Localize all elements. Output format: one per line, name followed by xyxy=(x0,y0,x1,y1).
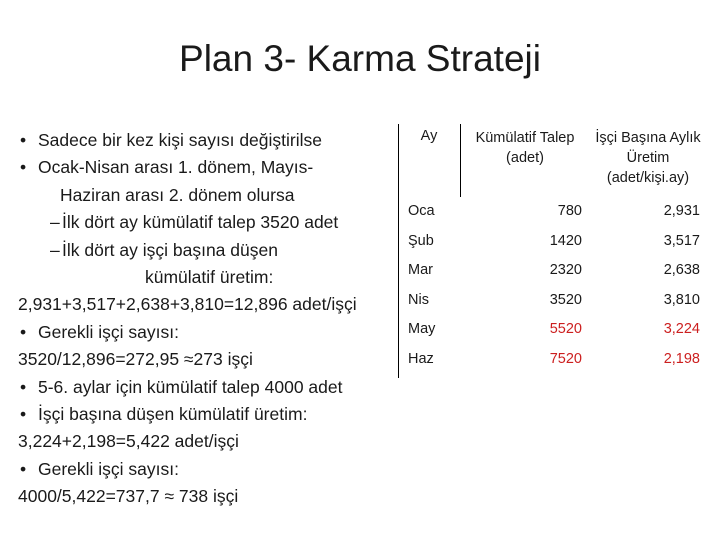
bullet-icon: • xyxy=(20,321,27,342)
dash-icon: – xyxy=(50,212,60,233)
cell-cumulative-demand: 7520 xyxy=(549,350,582,367)
bullet-line xyxy=(18,374,388,401)
cell-month: May xyxy=(408,321,436,337)
sub-bullet-line xyxy=(18,209,388,236)
slide-title: Plan 3- Karma Strateji xyxy=(179,38,541,79)
bullet-line xyxy=(18,154,388,181)
cell-month: Şub xyxy=(408,232,434,249)
table-row xyxy=(398,345,706,375)
bullet-line xyxy=(18,401,388,428)
bullet-text: Gerekli işçi sayısı: xyxy=(38,458,179,479)
header-production-per-worker: İşçi Başına Aylık Üretim (adet/kişi.ay) xyxy=(595,130,701,186)
bullet-icon: • xyxy=(20,404,27,425)
bullet-text: 5-6. aylar için kümülatif talep 4000 adet xyxy=(38,376,343,397)
table-row xyxy=(398,227,706,257)
cell-month: Nis xyxy=(408,291,429,308)
header-month: Ay xyxy=(420,128,438,144)
cell-month: Haz xyxy=(408,350,434,367)
bullet-line xyxy=(18,456,388,483)
bullet-text: Sadece bir kez kişi sayısı değiştirilse xyxy=(38,130,322,150)
table-row xyxy=(398,197,706,227)
cell-production: 2,198 xyxy=(663,350,700,367)
cell-month: Mar xyxy=(408,262,433,278)
cell-month: Oca xyxy=(408,203,435,219)
sub-bullet-continuation: kümülatif üretim: xyxy=(145,267,274,288)
table-row xyxy=(398,256,706,286)
sub-bullet-text: İlk dört ay işçi başına düşen xyxy=(62,239,278,260)
sub-bullet-text: İlk dört ay kümülatif talep 3520 adet xyxy=(62,212,339,233)
bullet-text: İşçi başına düşen kümülatif üretim: xyxy=(38,404,308,425)
header-cumulative-demand: Kümülatif Talep (adet) xyxy=(475,130,575,166)
cell-cumulative-demand: 3520 xyxy=(549,291,582,308)
formula-line: 4000/5,422=737,7 ≈ 738 işçi xyxy=(18,486,239,507)
bullet-icon: • xyxy=(20,458,27,479)
demand-table xyxy=(398,124,706,374)
bullet-icon: • xyxy=(20,376,27,397)
formula-line: 2,931+3,517+2,638+3,810=12,896 adet/işçi xyxy=(18,294,357,315)
table-row xyxy=(398,315,706,345)
bullet-line xyxy=(18,319,388,346)
table-row xyxy=(398,286,706,316)
cell-cumulative-demand: 5520 xyxy=(549,321,582,337)
cell-production: 2,931 xyxy=(663,203,700,219)
sub-bullet-line xyxy=(18,237,388,264)
bullet-text-block xyxy=(18,127,388,511)
bullet-line xyxy=(18,127,388,154)
formula-line: 3,224+2,198=5,422 adet/işçi xyxy=(18,431,239,452)
bullet-icon: • xyxy=(20,157,27,178)
bullet-text: Ocak-Nisan arası 1. dönem, Mayıs- xyxy=(38,157,314,178)
cell-cumulative-demand: 2320 xyxy=(549,262,582,278)
cell-production: 3,810 xyxy=(663,291,700,308)
cell-production: 2,638 xyxy=(663,262,700,278)
cell-production: 3,224 xyxy=(663,321,700,337)
table-body xyxy=(398,197,706,374)
cell-production: 3,517 xyxy=(663,232,700,249)
bullet-text: Gerekli işçi sayısı: xyxy=(38,321,179,342)
bullet-icon: • xyxy=(20,130,27,150)
formula-line: 3520/12,896=272,95 ≈273 işçi xyxy=(18,349,253,370)
cell-cumulative-demand: 1420 xyxy=(549,232,582,249)
bullet-continuation: Haziran arası 2. dönem olursa xyxy=(60,184,295,205)
dash-icon: – xyxy=(50,239,60,260)
table-header-row xyxy=(398,124,706,197)
cell-cumulative-demand: 780 xyxy=(557,203,582,219)
